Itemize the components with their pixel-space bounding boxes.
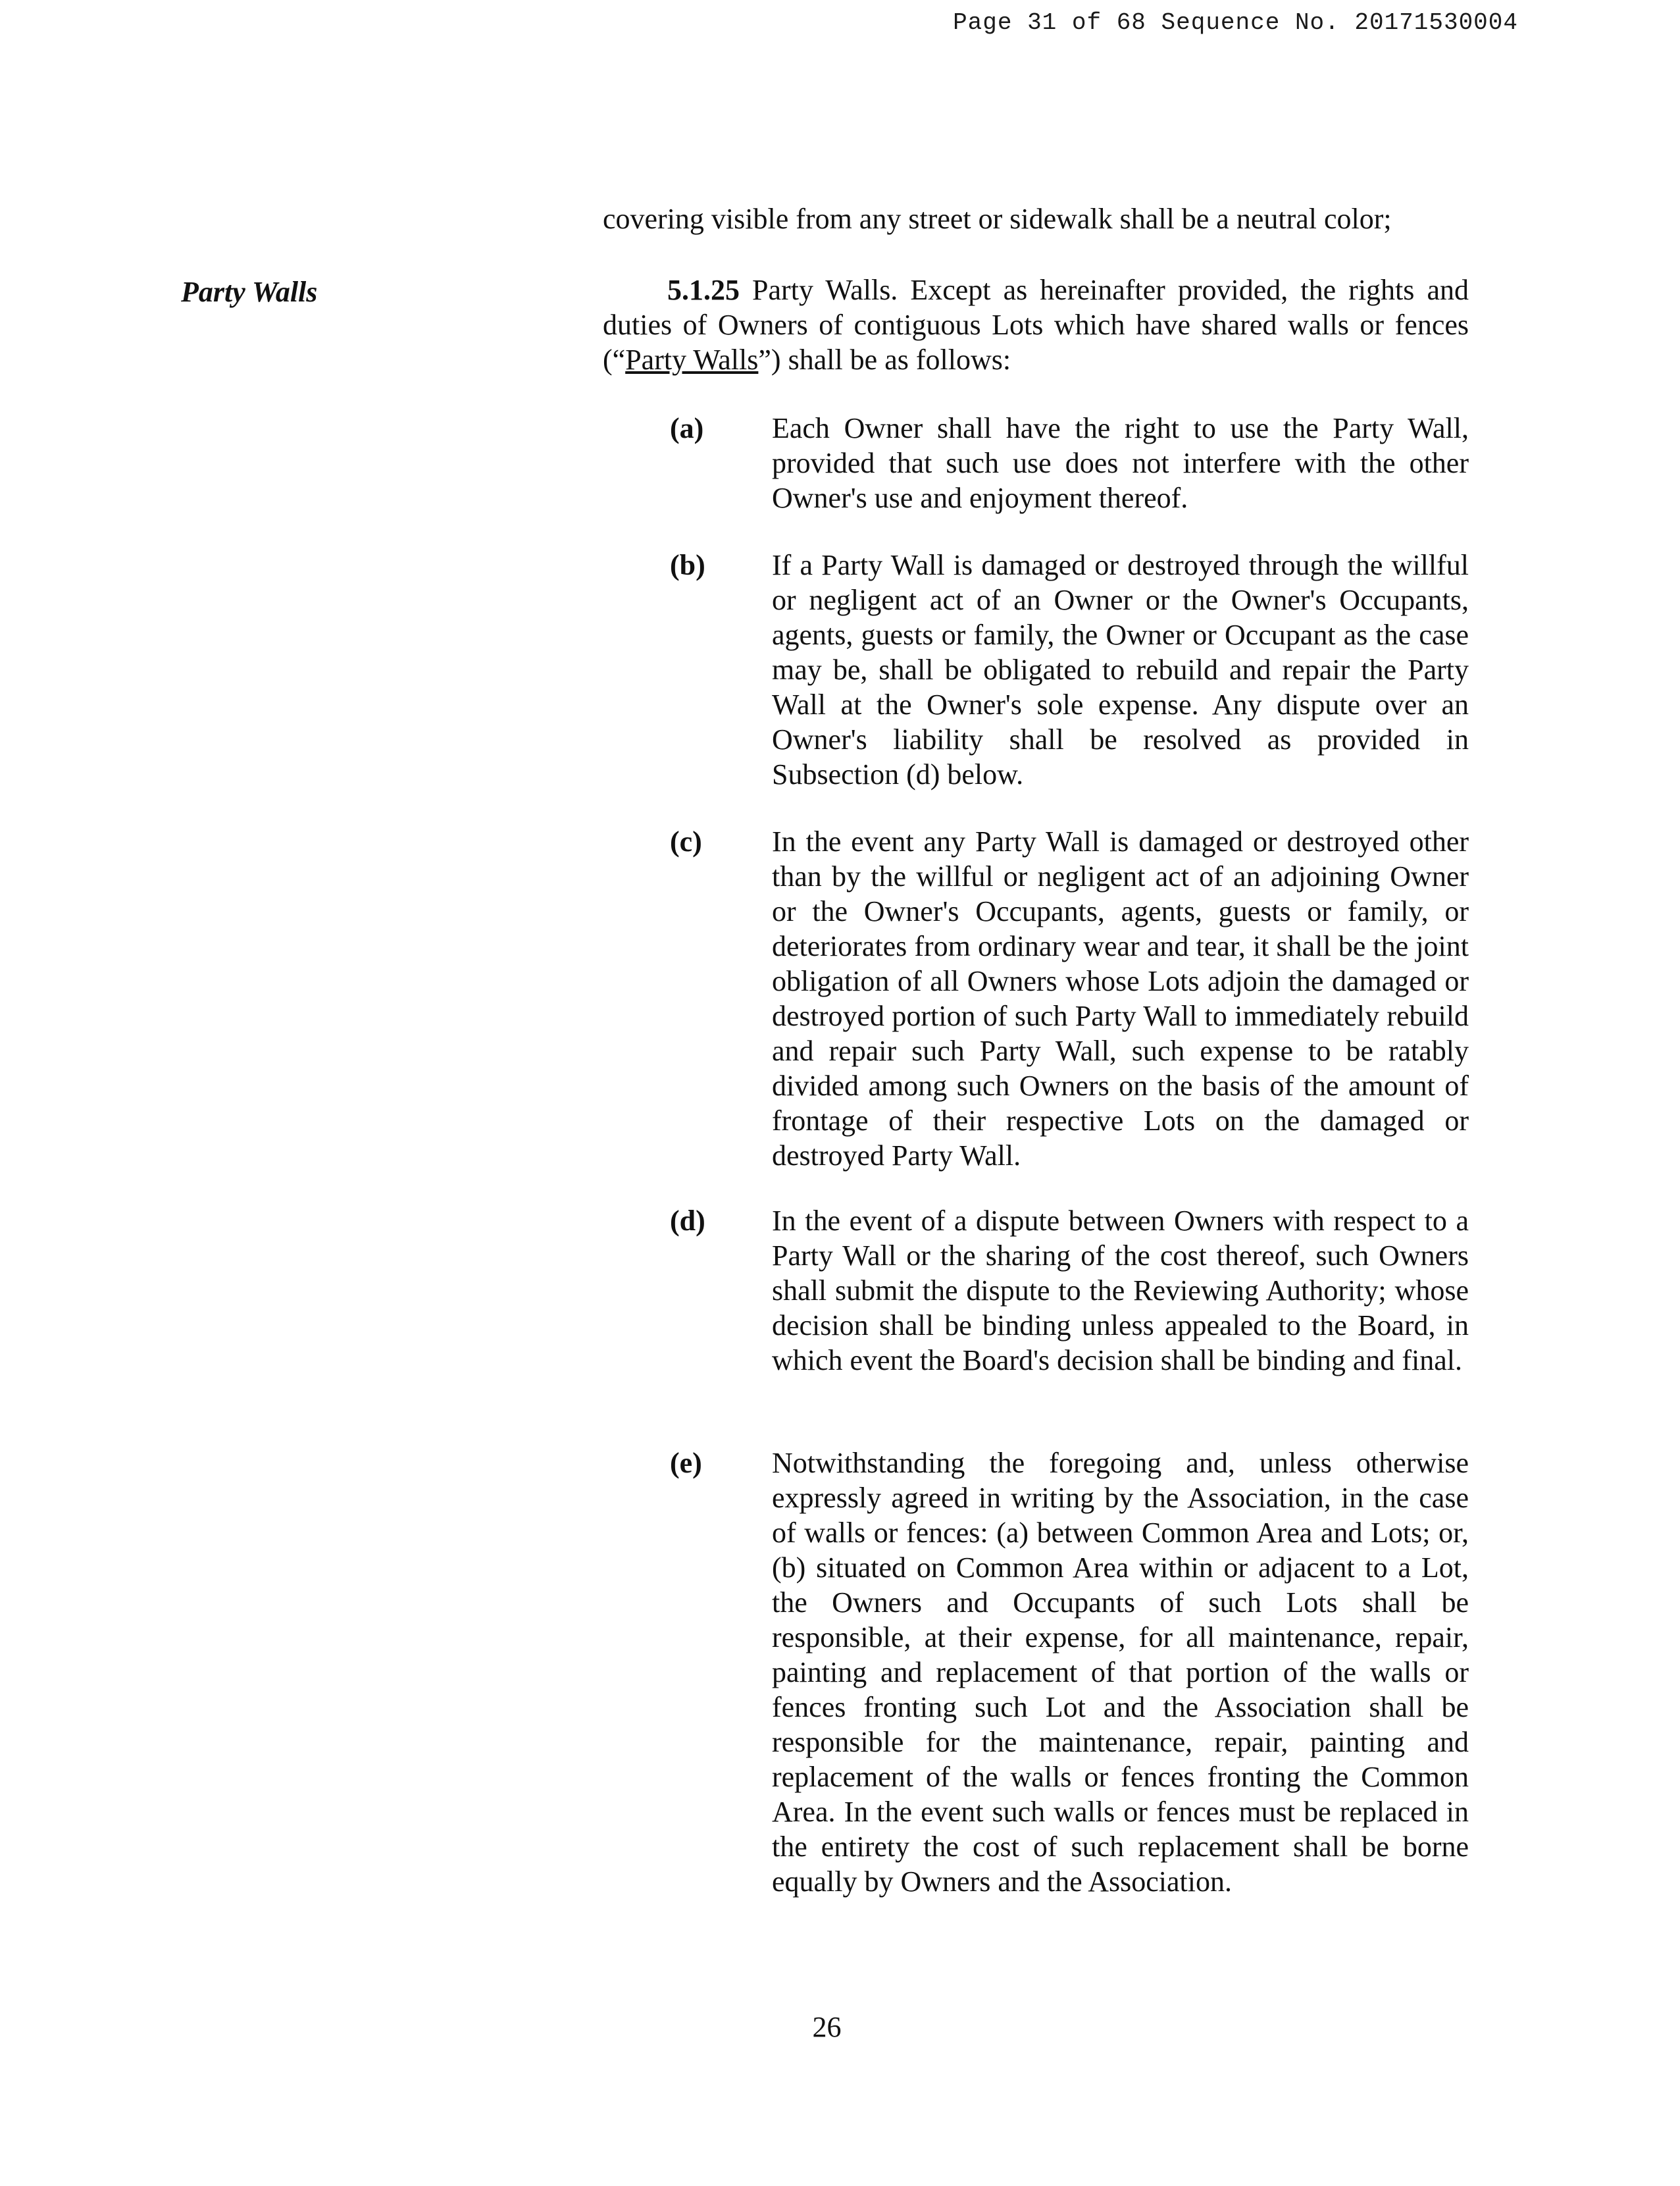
item-label: (c) (670, 825, 702, 858)
section-number: 5.1.25 (667, 274, 740, 306)
margin-heading: Party Walls (181, 276, 318, 308)
section-intro-before: Party Walls. Except as hereinafter provided, the rights and duties of Owners of contiguous Lots which have shared walls or fences (“ (603, 274, 1469, 376)
item-text: In the event of a dispute between Owners with respect to a Party Wall or the sharing of the cost thereof, such Owners shall submit the dispute to the Reviewing Authority; whose decision shall be binding unless appealed to the Board, in which event the Board's decision shall be binding and final. (772, 1205, 1469, 1376)
page-number-text: 26 (812, 2011, 842, 2043)
section-intro-after: ”) shall be as follows: (758, 344, 1011, 376)
page-number (0, 2010, 1680, 2044)
item-label: (b) (670, 549, 705, 581)
item-text: In the event any Party Wall is damaged or destroyed other than by the willful or negligent act of an adjoining Owner or the Owner's Occupants, agents, guests or family, or deteriorates from ordinary wear and tear, it shall be the joint obligation of all Owners whose Lots adjoin the damaged or destroyed portion of such Party Wall to immediately rebuild and repair such Party Wall, such expense to be ratably divided among such Owners on the basis of the amount of frontage of their respective Lots on the damaged or destroyed Party Wall. (772, 825, 1469, 1172)
item-text: Notwithstanding the foregoing and, unless otherwise expressly agreed in writing by the Association, in the case of walls or fences: (a) between Common Area and Lots; or, (b) situated on Common Area within or adjacent to a Lot, the Owners and Occupants of such Lots shall be responsible, at their expense, for all maintenance, repair, painting and replacement of that portion of the walls or fences fronting such Lot and the Association shall be responsible for the maintenance, repair, painting and replacement of the walls or fences fronting the Common Area. In the event such walls or fences must be replaced in the entirety the cost of such replacement shall be borne equally by Owners and the Association. (772, 1447, 1469, 1898)
continuation-line: covering visible from any street or sidewalk shall be a neutral color; (603, 203, 1392, 235)
item-label: (d) (670, 1205, 705, 1237)
item-text: Each Owner shall have the right to use the Party Wall, provided that such use does not interfere with the other Owner's use and enjoyment thereof. (772, 412, 1469, 514)
item-label: (a) (670, 412, 704, 444)
defined-term: Party Walls (625, 344, 759, 376)
section-5-1-25 (603, 273, 1469, 377)
item-text: If a Party Wall is damaged or destroyed through the willful or negligent act of an Owner or the Owner's Occupants, agents, guests or family, the Owner or Occupant as the case may be, shall be obligated to rebuild and repair the Party Wall at the Owner's sole expense. Any dispute over an Owner's liability shall be resolved as provided in Subsection (d) below. (772, 549, 1469, 791)
item-label: (e) (670, 1447, 702, 1479)
page-header: Page 31 of 68 Sequence No. 20171530004 (953, 9, 1518, 36)
